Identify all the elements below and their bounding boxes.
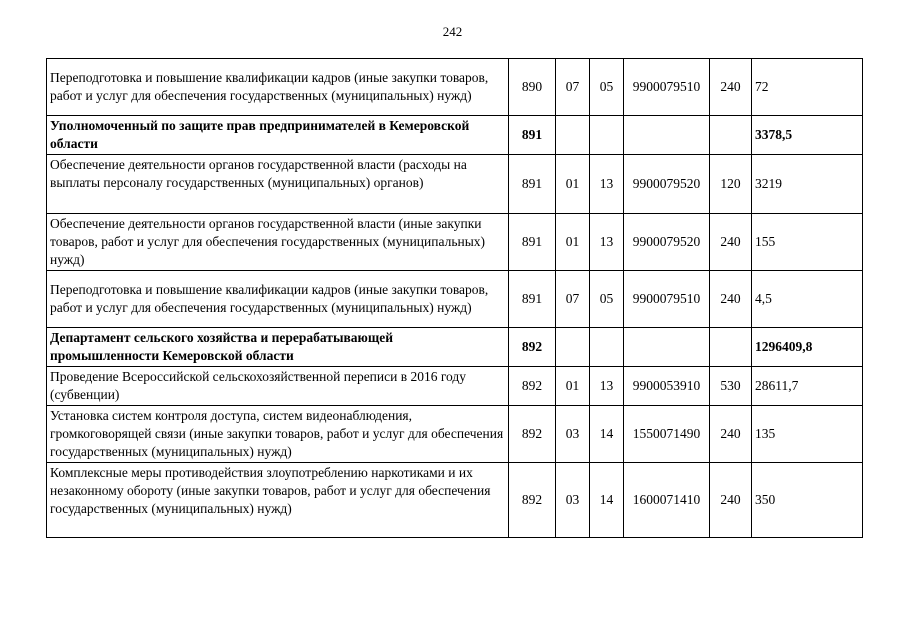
row-pr: 05 <box>590 59 624 116</box>
row-csr: 9900053910 <box>624 367 710 406</box>
row-vr: 240 <box>710 463 752 538</box>
row-vr: 240 <box>710 406 752 463</box>
row-gr: 892 <box>509 328 556 367</box>
row-rz: 01 <box>556 367 590 406</box>
table-row <box>47 367 863 406</box>
row-name: Департамент сельского хозяйства и перерабатывающей промышленности Кемеровской области <box>47 328 509 367</box>
row-name: Обеспечение деятельности органов государственной власти (иные закупки товаров, работ и услуг для обеспечения государственных (муниципальных) нужд) <box>47 214 509 271</box>
row-sum: 350 <box>752 463 863 538</box>
row-vr: 240 <box>710 214 752 271</box>
row-pr <box>590 116 624 155</box>
row-rz: 01 <box>556 214 590 271</box>
row-rz <box>556 116 590 155</box>
row-name: Установка систем контроля доступа, систем видеонаблюдения, громкоговорящей связи (иные закупки товаров, работ и услуг для обеспечения государственных (муниципальных) нужд) <box>47 406 509 463</box>
table-row <box>47 463 863 538</box>
row-sum: 3378,5 <box>752 116 863 155</box>
row-pr: 05 <box>590 271 624 328</box>
row-sum: 3219 <box>752 155 863 214</box>
row-csr: 1550071490 <box>624 406 710 463</box>
table-row <box>47 59 863 116</box>
row-gr: 892 <box>509 367 556 406</box>
row-gr: 890 <box>509 59 556 116</box>
row-gr: 892 <box>509 463 556 538</box>
row-name: Обеспечение деятельности органов государственной власти (расходы на выплаты персоналу государственных (муниципальных) органов) <box>47 155 509 214</box>
row-rz: 07 <box>556 271 590 328</box>
row-vr <box>710 116 752 155</box>
table-row <box>47 328 863 367</box>
row-pr <box>590 328 624 367</box>
row-pr: 13 <box>590 367 624 406</box>
row-gr: 891 <box>509 116 556 155</box>
row-gr: 892 <box>509 406 556 463</box>
row-pr: 14 <box>590 406 624 463</box>
table-row <box>47 271 863 328</box>
table-row <box>47 116 863 155</box>
row-vr <box>710 328 752 367</box>
row-csr <box>624 328 710 367</box>
row-csr: 1600071410 <box>624 463 710 538</box>
row-pr: 13 <box>590 214 624 271</box>
row-pr: 13 <box>590 155 624 214</box>
row-rz: 01 <box>556 155 590 214</box>
row-name: Переподготовка и повышение квалификации кадров (иные закупки товаров, работ и услуг для обеспечения государственных (муниципальных) нужд) <box>47 271 509 328</box>
row-gr: 891 <box>509 214 556 271</box>
row-name: Проведение Всероссийской сельскохозяйственной переписи в 2016 году (субвенции) <box>47 367 509 406</box>
row-rz: 07 <box>556 59 590 116</box>
row-gr: 891 <box>509 155 556 214</box>
row-rz: 03 <box>556 463 590 538</box>
row-rz <box>556 328 590 367</box>
row-sum: 135 <box>752 406 863 463</box>
row-sum: 72 <box>752 59 863 116</box>
budget-table <box>46 58 863 538</box>
table-row <box>47 214 863 271</box>
row-name: Переподготовка и повышение квалификации кадров (иные закупки товаров, работ и услуг для обеспечения государственных (муниципальных) нужд) <box>47 59 509 116</box>
row-vr: 120 <box>710 155 752 214</box>
row-sum: 28611,7 <box>752 367 863 406</box>
row-vr: 240 <box>710 59 752 116</box>
table-row <box>47 155 863 214</box>
row-name: Комплексные меры противодействия злоупотреблению наркотиками и их незаконному обороту (иные закупки товаров, работ и услуг для обеспечения государственных (муниципальных) нужд) <box>47 463 509 538</box>
row-csr: 9900079520 <box>624 214 710 271</box>
row-vr: 530 <box>710 367 752 406</box>
row-csr <box>624 116 710 155</box>
page-number: 242 <box>442 24 463 39</box>
row-csr: 9900079520 <box>624 155 710 214</box>
row-pr: 14 <box>590 463 624 538</box>
row-gr: 891 <box>509 271 556 328</box>
row-sum: 1296409,8 <box>752 328 863 367</box>
row-vr: 240 <box>710 271 752 328</box>
row-csr: 9900079510 <box>624 59 710 116</box>
row-sum: 155 <box>752 214 863 271</box>
row-rz: 03 <box>556 406 590 463</box>
row-csr: 9900079510 <box>624 271 710 328</box>
row-sum: 4,5 <box>752 271 863 328</box>
row-name: Уполномоченный по защите прав предпринимателей в Кемеровской области <box>47 116 509 155</box>
table-row <box>47 406 863 463</box>
